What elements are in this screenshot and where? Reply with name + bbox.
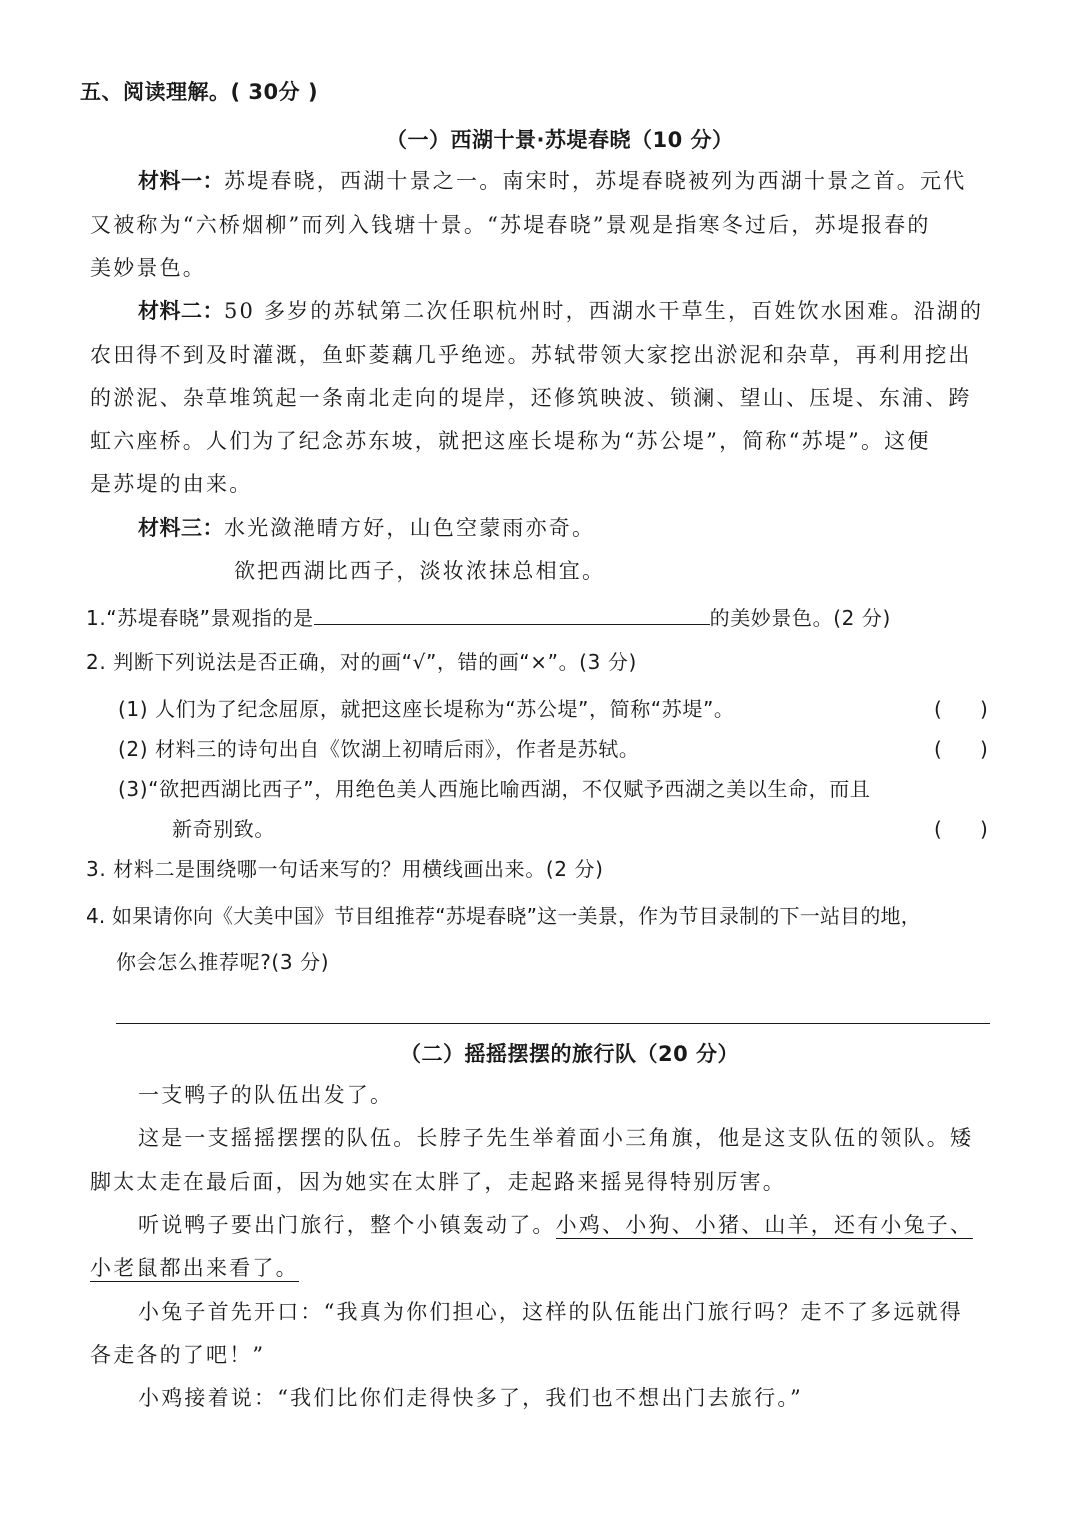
material-3-label: 材料三： — [138, 516, 224, 540]
material-2-line-5: 是苏堤的由来。 — [90, 472, 253, 496]
story-paragraph-4-line-2: 各走各的了吧！” — [90, 1343, 266, 1367]
question-1 — [86, 604, 891, 632]
material-3-line-1 — [138, 514, 595, 542]
question-4-line-2: 你会怎么推荐呢?(3 分) — [116, 950, 330, 974]
material-1-line-1 — [138, 167, 966, 195]
question-2-item-1-answer[interactable]: ( ) — [934, 697, 988, 721]
story-paragraph-2-line-2: 脚太太走在最后面，因为她实在太胖了，走起路来摇晃得特别厉害。 — [90, 1170, 786, 1194]
material-2-line-2: 农田得不到及时灌溉，鱼虾菱藕几乎绝迹。苏轼带领大家挖出淤泥和杂草，再利用挖出 — [90, 343, 972, 367]
part1-title: （一）西湖十景·苏堤春晓（10 分） — [386, 128, 734, 152]
story-paragraph-5: 小鸡接着说：“我们比你们走得快多了，我们也不想出门去旅行。” — [138, 1386, 803, 1410]
story-paragraph-2-line-1: 这是一支摇摇摆摆的队伍。长脖子先生举着面小三角旗，他是这支队伍的领队。矮 — [138, 1126, 974, 1150]
question-2-item-1: (1) 人们为了纪念屈原，就把这座长堤称为“苏公堤”，简称“苏堤”。 — [118, 697, 735, 721]
story-paragraph-3-line-1 — [138, 1211, 973, 1239]
story-paragraph-1: 一支鸭子的队伍出发了。 — [138, 1083, 394, 1107]
underlined-sentence-part-1: 小鸡、小狗、小猪、山羊，还有小兔子、 — [555, 1213, 974, 1237]
underlined-sentence-part-2: 小老鼠都出来看了。 — [90, 1256, 299, 1280]
part2-title: （二）摇摇摆摆的旅行队（20 分） — [400, 1042, 740, 1066]
question-2-item-2-answer[interactable]: ( ) — [934, 737, 988, 761]
material-2-text-1: 50 多岁的苏轼第二次任职杭州时，西湖水干草生，百姓饮水困难。沿湖的 — [224, 299, 984, 323]
story-paragraph-3-text: 听说鸭子要出门旅行，整个小镇轰动了。 — [138, 1213, 556, 1237]
question-1-stem: 1.“苏堤春晓”景观指的是 — [86, 606, 314, 630]
question-2-item-2: (2) 材料三的诗句出自《饮湖上初晴后雨》，作者是苏轼。 — [118, 737, 640, 761]
material-1-label: 材料一： — [138, 169, 224, 193]
material-3-poem-1: 水光潋滟晴方好，山色空蒙雨亦奇。 — [224, 516, 596, 540]
material-1-line-3: 美妙景色。 — [90, 256, 206, 280]
section-title: 五、阅读理解。( 30分 ) — [80, 80, 319, 104]
material-2-line-3: 的淤泥、杂草堆筑起一条南北走向的堤岸，还修筑映波、锁澜、望山、压堤、东浦、跨 — [90, 386, 972, 410]
question-2-item-3-line-1: (3)“欲把西湖比西子”，用绝色美人西施比喻西湖，不仅赋予西湖之美以生命，而且 — [118, 777, 871, 801]
question-3: 3. 材料二是围绕哪一句话来写的？用横线画出来。(2 分) — [86, 857, 604, 881]
story-paragraph-4-line-1: 小兔子首先开口：“我真为你们担心，这样的队伍能出门旅行吗？走不了多远就得 — [138, 1300, 963, 1324]
question-4-line-1: 4. 如果请你向《大美中国》节目组推荐“苏堤春晓”这一美景，作为节目录制的下一站目的地， — [86, 904, 921, 928]
material-2-line-1 — [138, 297, 983, 325]
material-2-label: 材料二： — [138, 299, 224, 323]
material-1-text-1: 苏堤春晓，西湖十景之一。南宋时，苏堤春晓被列为西湖十景之首。元代 — [224, 169, 967, 193]
story-paragraph-3-line-2 — [90, 1254, 299, 1282]
question-2-item-3-answer[interactable]: ( ) — [934, 817, 988, 841]
material-3-poem-2: 欲把西湖比西子，淡妆浓抹总相宜。 — [234, 559, 606, 583]
material-1-line-2: 又被称为“六桥烟柳”而列入钱塘十景。“苏堤春晓”景观是指寒冬过后，苏堤报春的 — [90, 213, 931, 237]
question-2-stem: 2. 判断下列说法是否正确，对的画“√”，错的画“×”。(3 分) — [86, 650, 637, 674]
question-1-suffix: 的美妙景色。(2 分) — [709, 606, 891, 630]
answer-line[interactable] — [116, 1023, 990, 1024]
material-2-line-4: 虹六座桥。人们为了纪念苏东坡，就把这座长堤称为“苏公堤”，简称“苏堤”。这便 — [90, 429, 931, 453]
question-1-answer-blank[interactable] — [314, 606, 710, 625]
question-2-item-3-line-2: 新奇别致。 — [172, 817, 275, 841]
